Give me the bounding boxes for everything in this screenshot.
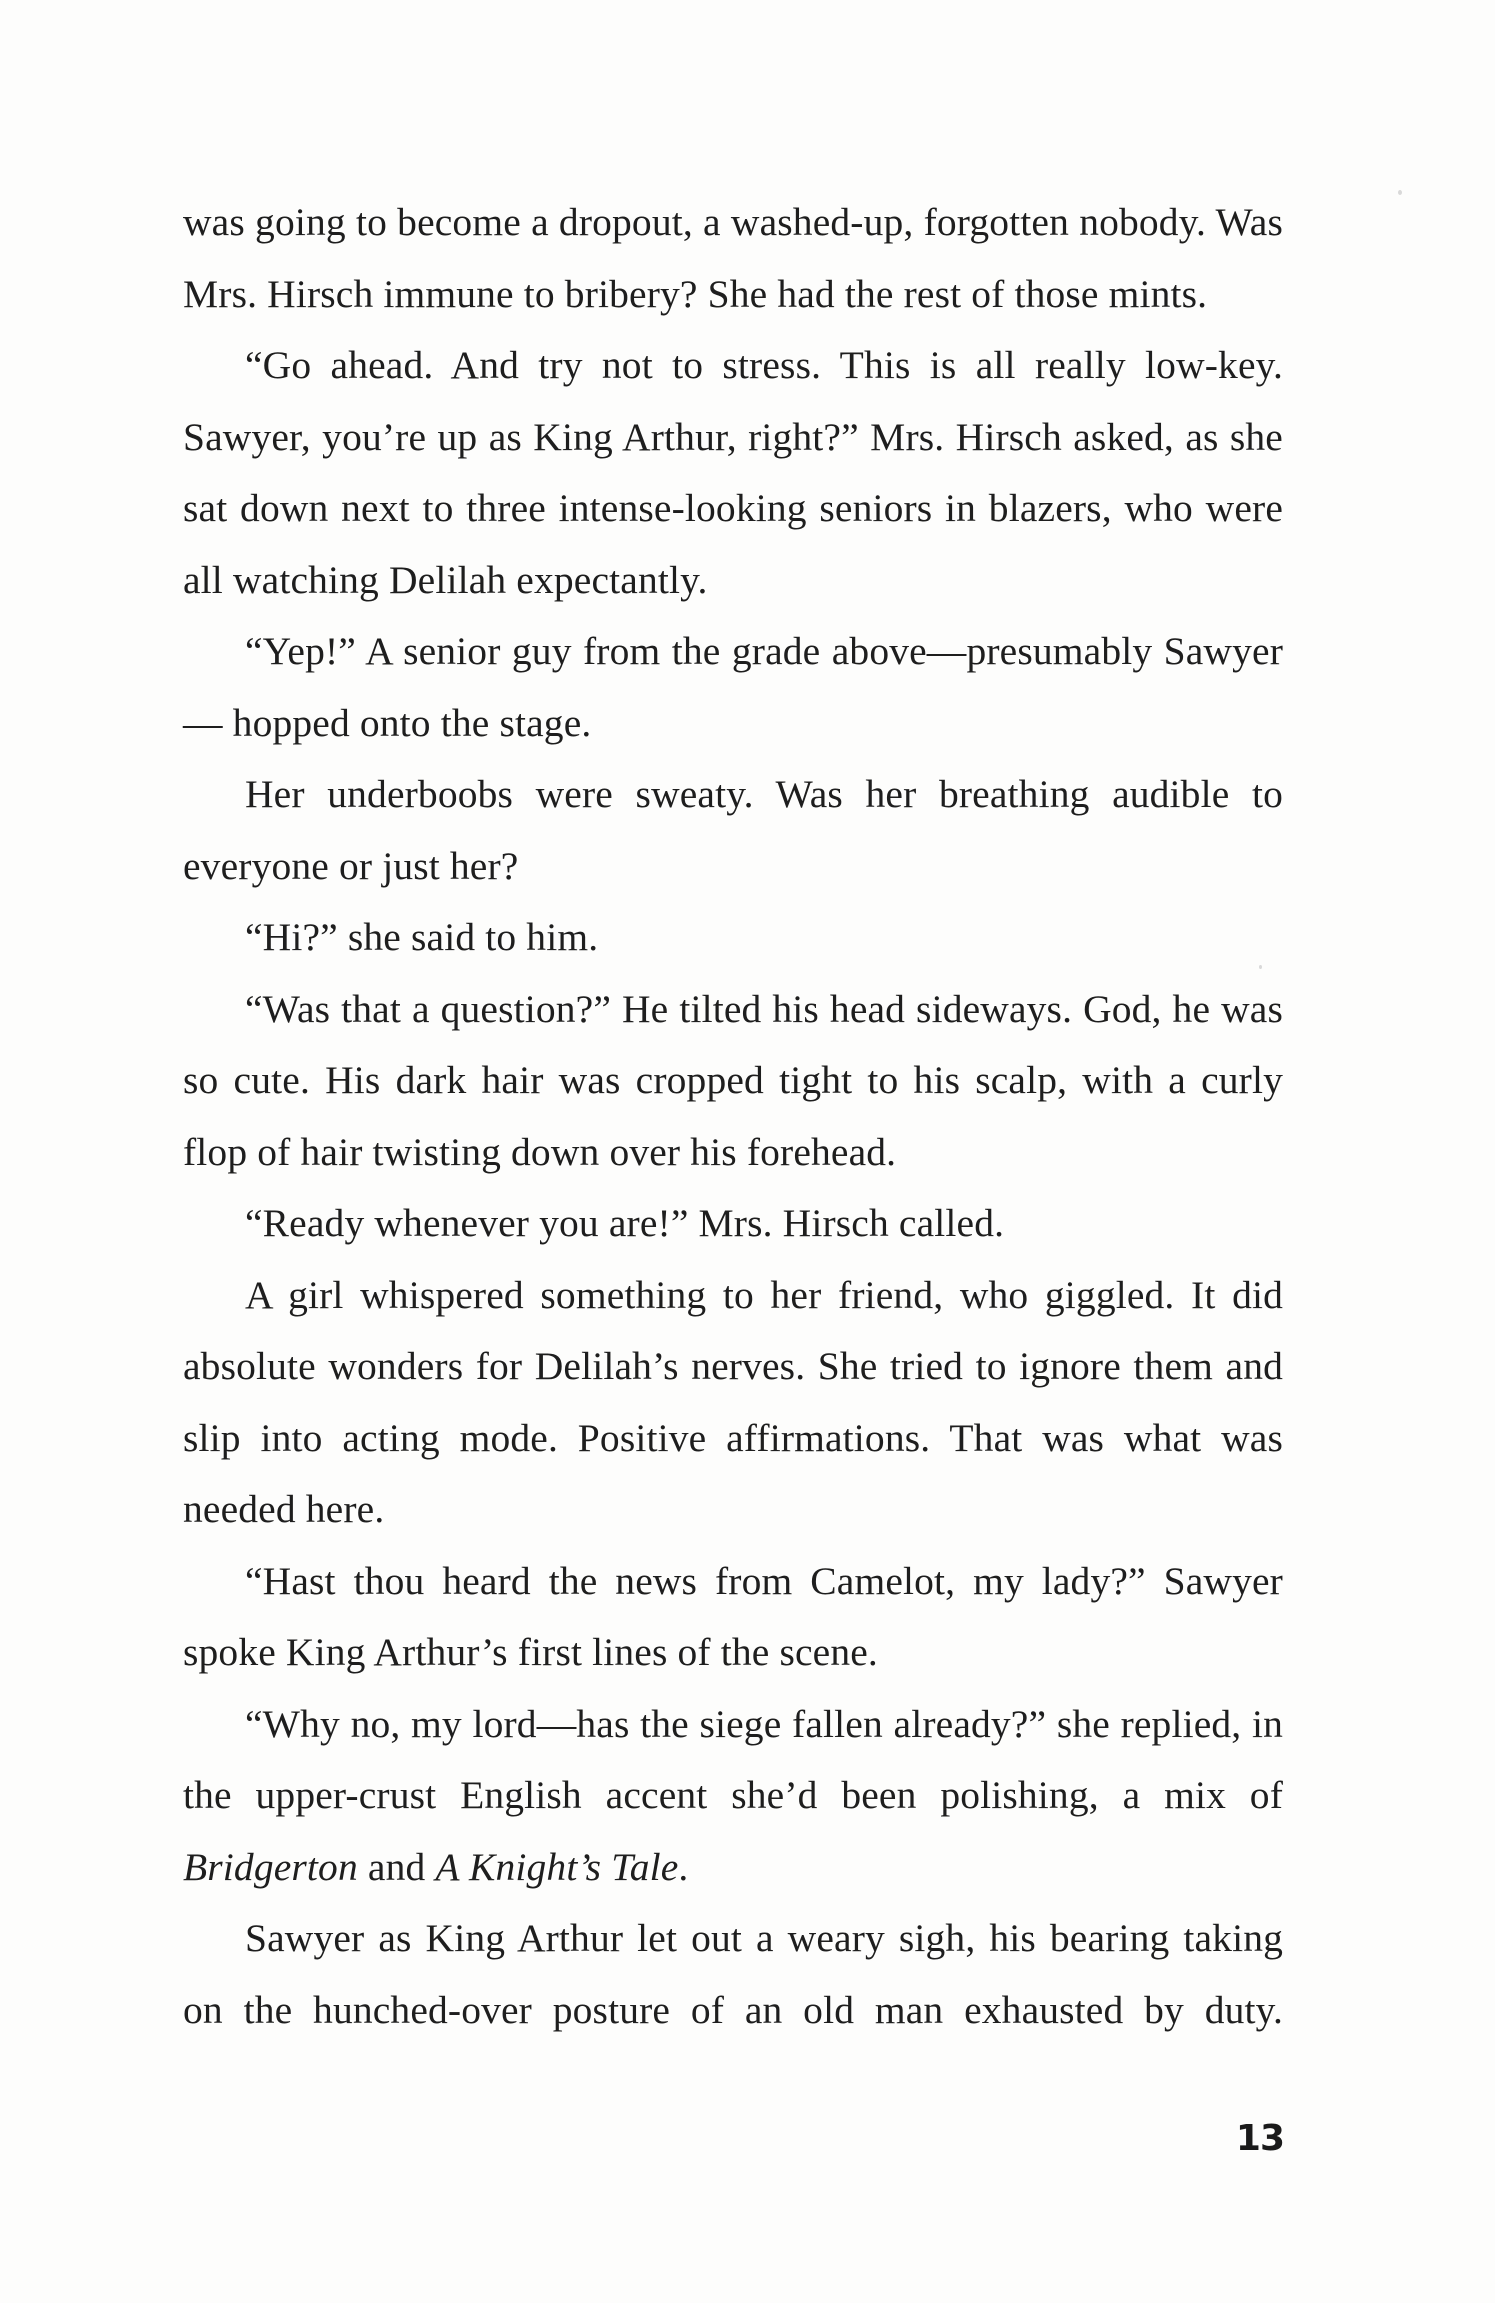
paragraph: “Hast thou heard the news from Camelot, my lady?” Sawyer spoke King Arthur’s first lines of the scene. (183, 1558, 1283, 1674)
paragraph: “Hi?” she said to him. (245, 915, 599, 959)
paragraph-with-titles (183, 1689, 1283, 1904)
paragraph-text: “Why no, my lord—has the siege fallen already?” she replied, in the upper-crust English accent she’d been polishing, a mix of (183, 1701, 1283, 1817)
paragraph: A girl whispered something to her friend, who giggled. It did absolute wonders for Delilah’s nerves. She tried to ignore them and slip into acting mode. Positive affirmations. That was what was needed here. (183, 1272, 1283, 1531)
body-text (183, 187, 1283, 2046)
paragraph: “Ready whenever you are!” Mrs. Hirsch called. (245, 1201, 1005, 1245)
paragraph-text: . (678, 1844, 689, 1889)
paragraph: “Was that a question?” He tilted his head sideways. God, he was so cute. His dark hair was cropped tight to his scalp, with a curly flop of hair twisting down over his forehead. (183, 986, 1283, 1174)
paragraph: “Yep!” A senior guy from the grade above—presumably Sawyer— hopped onto the stage. (183, 629, 1283, 745)
paper-speck (1398, 190, 1402, 195)
italic-title: A Knight’s Tale (435, 1844, 679, 1889)
italic-title: Bridgerton (183, 1844, 358, 1889)
paragraph-text: and (357, 1844, 436, 1889)
paragraph: “Go ahead. And try not to stress. This is all really low-key. Sawyer, you’re up as King Arthur, right?” Mrs. Hirsch asked, as she sat down next to three intense-looking seniors in blazers, who were all watching Delilah expectantly. (183, 343, 1283, 602)
paragraph: Her underboobs were sweaty. Was her breathing audible to everyone or just her? (183, 772, 1283, 888)
page-number: 13 (1235, 2118, 1284, 2159)
paragraph: Sawyer as King Arthur let out a weary sigh, his bearing taking on the hunched-over posture of an old man exhausted by duty. (183, 1916, 1283, 2032)
paragraph-continued: was going to become a dropout, a washed-up, forgotten nobody. Was Mrs. Hirsch immune to bribery? She had the rest of those mints. (183, 200, 1283, 316)
